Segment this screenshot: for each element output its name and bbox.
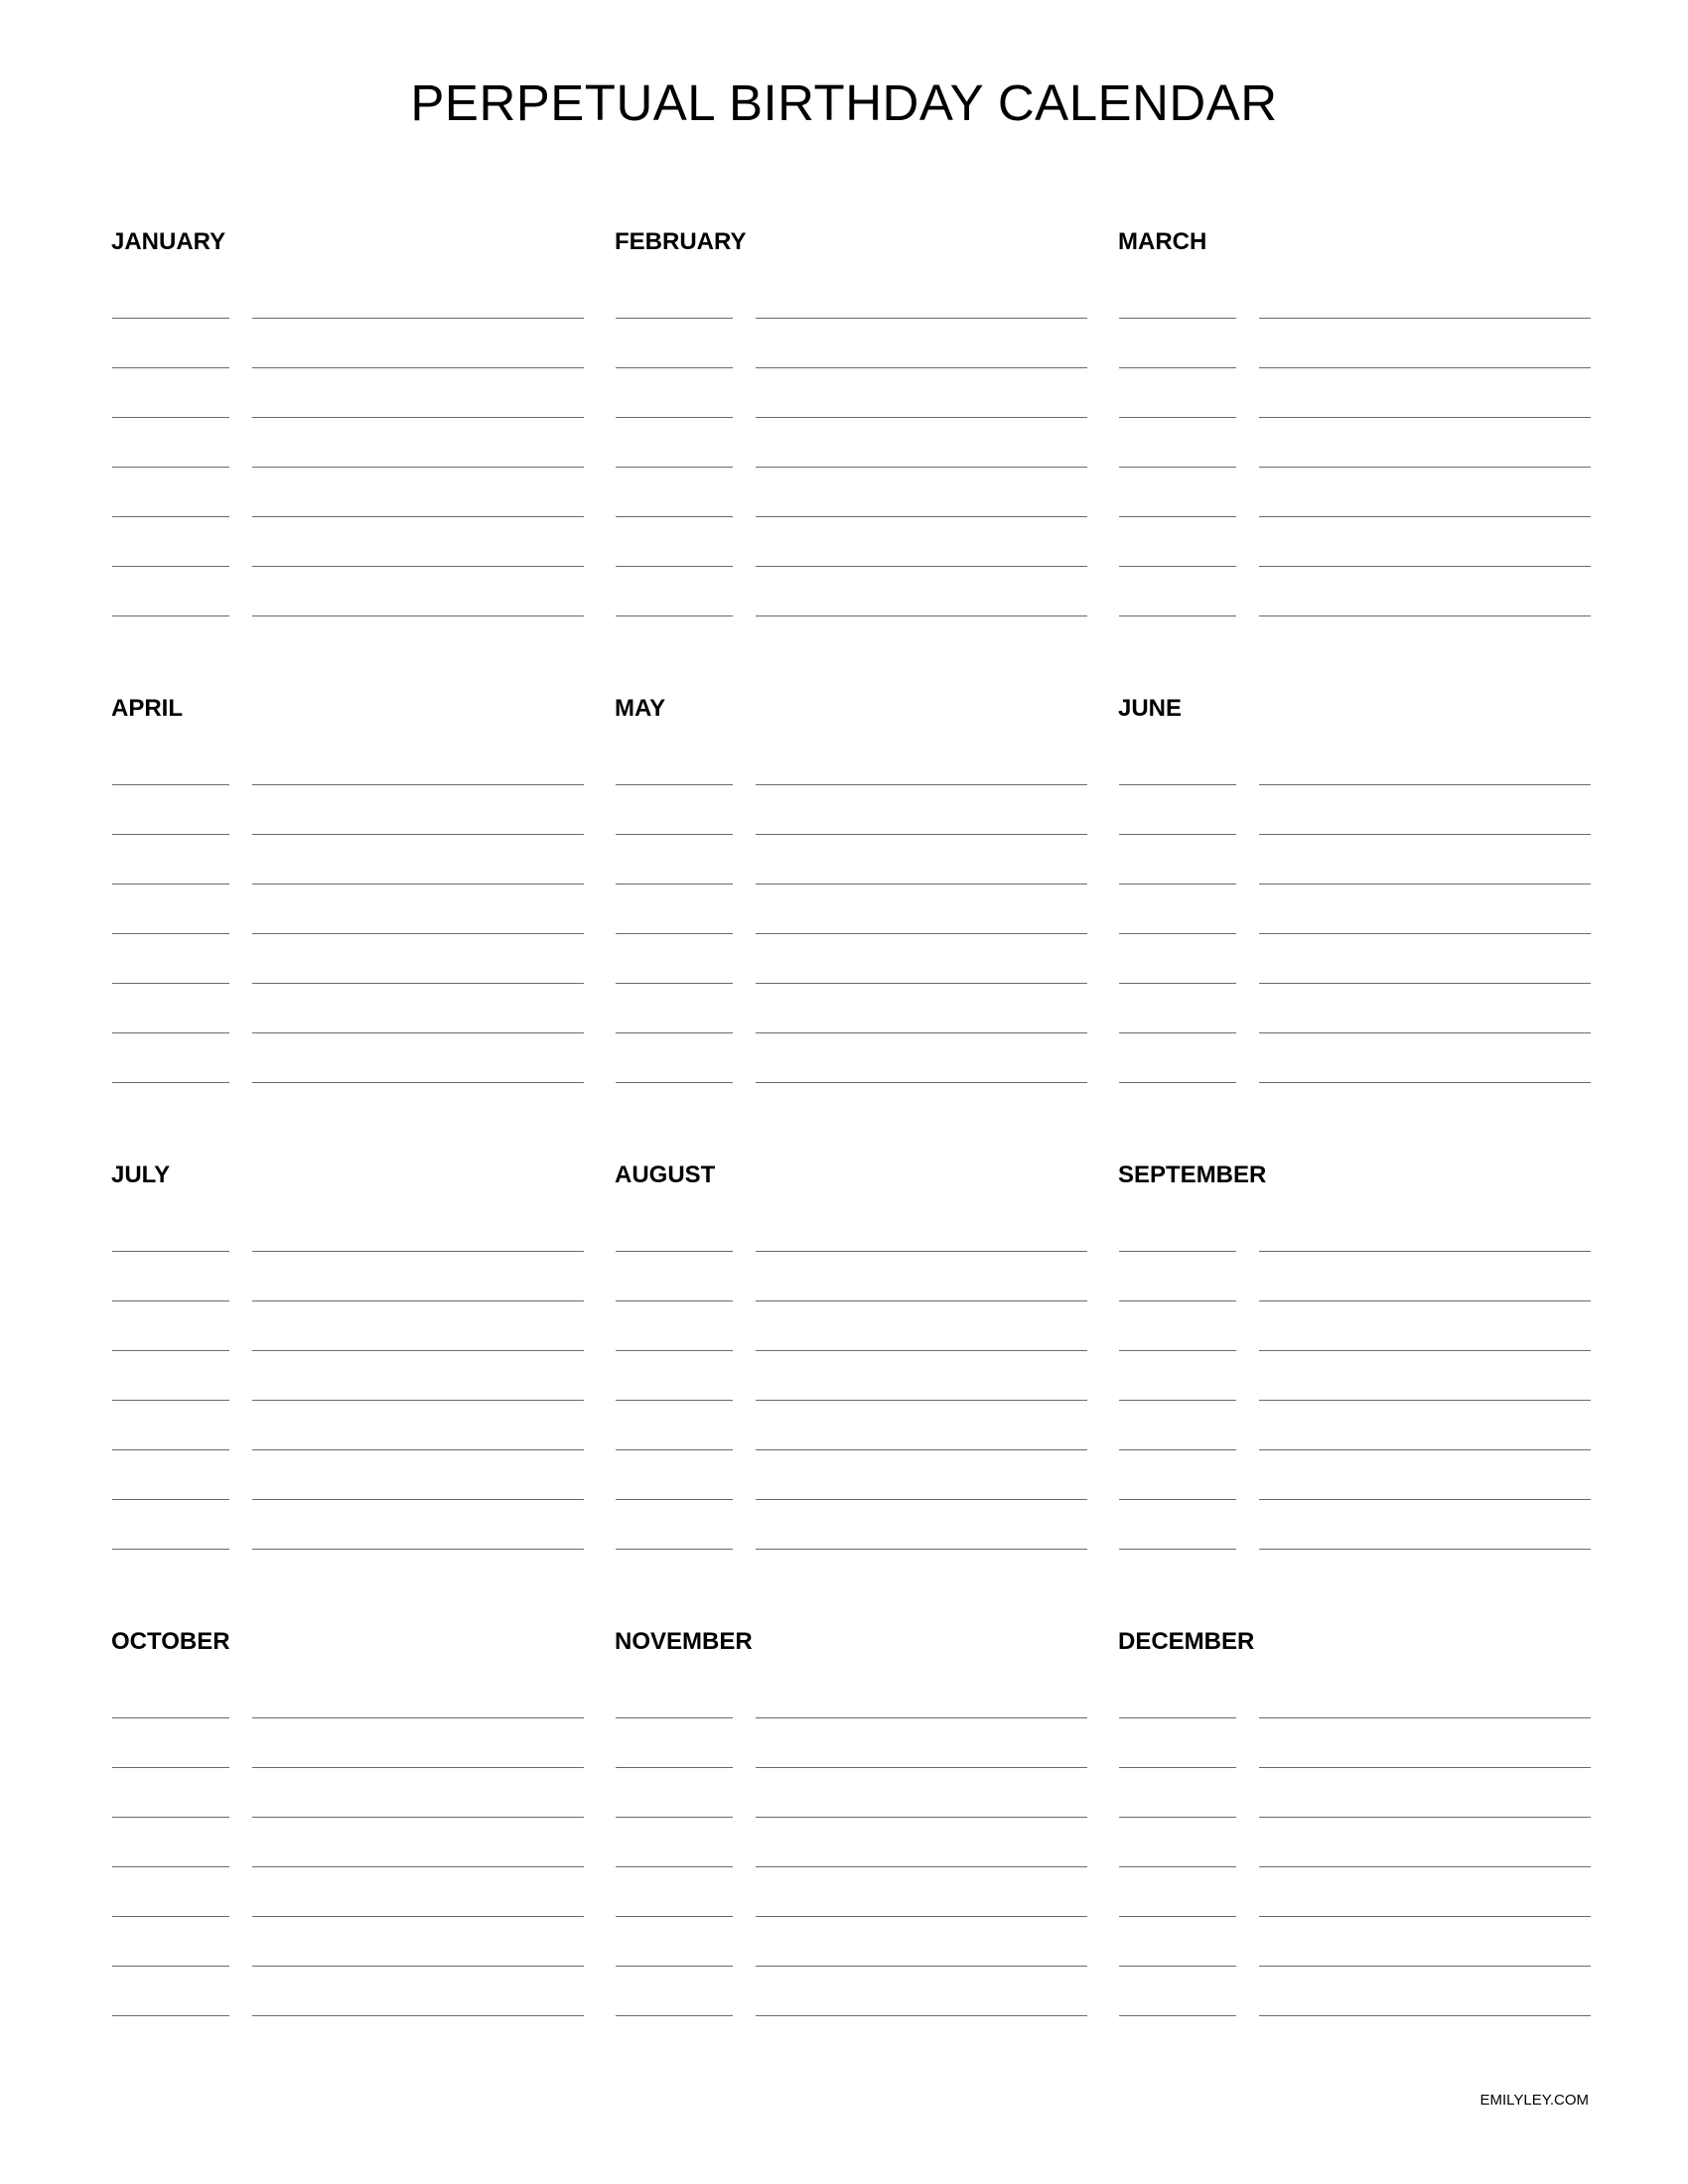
- date-entry-line[interactable]: [112, 1966, 229, 1967]
- date-entry-line[interactable]: [112, 933, 229, 934]
- date-entry-line[interactable]: [1119, 884, 1236, 885]
- month-label: MARCH: [1118, 228, 1207, 255]
- month-block-october: [111, 1630, 588, 2047]
- date-entry-line[interactable]: [1119, 318, 1236, 319]
- name-entry-line[interactable]: [1259, 1499, 1591, 1500]
- name-entry-line[interactable]: [756, 1350, 1087, 1351]
- date-entry-line[interactable]: [616, 983, 733, 984]
- name-entry-line[interactable]: [252, 467, 584, 468]
- date-entry-line[interactable]: [616, 615, 733, 616]
- name-entry-line[interactable]: [1259, 1300, 1591, 1301]
- date-entry-line[interactable]: [616, 1300, 733, 1301]
- date-entry-line[interactable]: [1119, 1767, 1236, 1768]
- name-entry-line[interactable]: [1259, 1400, 1591, 1401]
- date-entry-line[interactable]: [616, 467, 733, 468]
- date-entry-line[interactable]: [616, 1717, 733, 1718]
- name-entry-line[interactable]: [252, 1082, 584, 1083]
- name-entry-line[interactable]: [756, 1251, 1087, 1252]
- month-block-december: [1118, 1630, 1595, 2047]
- name-entry-line[interactable]: [756, 1449, 1087, 1450]
- name-entry-line[interactable]: [756, 834, 1087, 835]
- month-block-july: [111, 1163, 588, 1580]
- date-entry-line[interactable]: [1119, 1499, 1236, 1500]
- date-entry-line[interactable]: [112, 1300, 229, 1301]
- name-entry-line[interactable]: [252, 1966, 584, 1967]
- date-entry-line[interactable]: [112, 615, 229, 616]
- name-entry-line[interactable]: [252, 1400, 584, 1401]
- date-entry-line[interactable]: [616, 1866, 733, 1867]
- date-entry-line[interactable]: [112, 1866, 229, 1867]
- date-entry-line[interactable]: [616, 1350, 733, 1351]
- date-entry-line[interactable]: [112, 1499, 229, 1500]
- name-entry-line[interactable]: [756, 784, 1087, 785]
- name-entry-line[interactable]: [1259, 1251, 1591, 1252]
- date-entry-line[interactable]: [112, 1449, 229, 1450]
- name-entry-line[interactable]: [756, 1916, 1087, 1917]
- name-entry-line[interactable]: [1259, 784, 1591, 785]
- date-entry-line[interactable]: [616, 884, 733, 885]
- date-entry-line[interactable]: [1119, 1251, 1236, 1252]
- date-entry-line[interactable]: [616, 1082, 733, 1083]
- name-entry-line[interactable]: [252, 933, 584, 934]
- name-entry-line[interactable]: [756, 367, 1087, 368]
- date-entry-line[interactable]: [1119, 1717, 1236, 1718]
- name-entry-line[interactable]: [1259, 1449, 1591, 1450]
- name-entry-line[interactable]: [756, 1549, 1087, 1550]
- date-entry-line[interactable]: [616, 1499, 733, 1500]
- name-entry-line[interactable]: [1259, 1817, 1591, 1818]
- month-block-august: [615, 1163, 1091, 1580]
- date-entry-line[interactable]: [1119, 566, 1236, 567]
- name-entry-line[interactable]: [252, 1717, 584, 1718]
- date-entry-line[interactable]: [1119, 367, 1236, 368]
- date-entry-line[interactable]: [112, 1032, 229, 1033]
- date-entry-line[interactable]: [112, 784, 229, 785]
- month-block-june: [1118, 697, 1595, 1114]
- name-entry-line[interactable]: [252, 1350, 584, 1351]
- date-entry-line[interactable]: [1119, 1549, 1236, 1550]
- date-entry-line[interactable]: [112, 1717, 229, 1718]
- date-entry-line[interactable]: [1119, 467, 1236, 468]
- date-entry-line[interactable]: [616, 1817, 733, 1818]
- name-entry-line[interactable]: [1259, 1916, 1591, 1917]
- name-entry-line[interactable]: [252, 1866, 584, 1867]
- name-entry-line[interactable]: [1259, 1350, 1591, 1351]
- name-entry-line[interactable]: [1259, 983, 1591, 984]
- date-entry-line[interactable]: [112, 417, 229, 418]
- name-entry-line[interactable]: [252, 367, 584, 368]
- name-entry-line[interactable]: [1259, 1082, 1591, 1083]
- month-label: MAY: [615, 695, 666, 722]
- name-entry-line[interactable]: [756, 318, 1087, 319]
- name-entry-line[interactable]: [1259, 467, 1591, 468]
- month-block-september: [1118, 1163, 1595, 1580]
- footer-website: EMILYLEY.COM: [1479, 2092, 1589, 2109]
- name-entry-line[interactable]: [756, 1499, 1087, 1500]
- date-entry-line[interactable]: [1119, 516, 1236, 517]
- month-block-february: [615, 230, 1091, 647]
- name-entry-line[interactable]: [252, 784, 584, 785]
- name-entry-line[interactable]: [252, 884, 584, 885]
- name-entry-line[interactable]: [252, 318, 584, 319]
- date-entry-line[interactable]: [1119, 1032, 1236, 1033]
- name-entry-line[interactable]: [756, 1817, 1087, 1818]
- name-entry-line[interactable]: [1259, 1032, 1591, 1033]
- date-entry-line[interactable]: [112, 1767, 229, 1768]
- name-entry-line[interactable]: [756, 467, 1087, 468]
- month-label: DECEMBER: [1118, 1628, 1255, 1655]
- month-label: FEBRUARY: [615, 228, 747, 255]
- date-entry-line[interactable]: [616, 933, 733, 934]
- date-entry-line[interactable]: [112, 983, 229, 984]
- date-entry-line[interactable]: [616, 566, 733, 567]
- date-entry-line[interactable]: [112, 566, 229, 567]
- date-entry-line[interactable]: [1119, 1817, 1236, 1818]
- name-entry-line[interactable]: [1259, 884, 1591, 885]
- name-entry-line[interactable]: [1259, 367, 1591, 368]
- date-entry-line[interactable]: [112, 516, 229, 517]
- date-entry-line[interactable]: [616, 1916, 733, 1917]
- name-entry-line[interactable]: [252, 1916, 584, 1917]
- page-title: PERPETUAL BIRTHDAY CALENDAR: [410, 74, 1278, 131]
- name-entry-line[interactable]: [1259, 1767, 1591, 1768]
- name-entry-line[interactable]: [1259, 566, 1591, 567]
- date-entry-line[interactable]: [1119, 834, 1236, 835]
- date-entry-line[interactable]: [112, 318, 229, 319]
- date-entry-line[interactable]: [112, 1350, 229, 1351]
- date-entry-line[interactable]: [1119, 2015, 1236, 2016]
- name-entry-line[interactable]: [756, 1866, 1087, 1867]
- month-label: NOVEMBER: [615, 1628, 753, 1655]
- name-entry-line[interactable]: [1259, 2015, 1591, 2016]
- month-label: APRIL: [111, 695, 183, 722]
- date-entry-line[interactable]: [1119, 1082, 1236, 1083]
- date-entry-line[interactable]: [616, 417, 733, 418]
- name-entry-line[interactable]: [756, 1966, 1087, 1967]
- date-entry-line[interactable]: [1119, 1449, 1236, 1450]
- date-entry-line[interactable]: [616, 1966, 733, 1967]
- date-entry-line[interactable]: [616, 1549, 733, 1550]
- name-entry-line[interactable]: [1259, 933, 1591, 934]
- name-entry-line[interactable]: [756, 1300, 1087, 1301]
- name-entry-line[interactable]: [756, 516, 1087, 517]
- name-entry-line[interactable]: [756, 884, 1087, 885]
- date-entry-line[interactable]: [616, 1449, 733, 1450]
- date-entry-line[interactable]: [112, 367, 229, 368]
- name-entry-line[interactable]: [252, 516, 584, 517]
- date-entry-line[interactable]: [1119, 784, 1236, 785]
- name-entry-line[interactable]: [1259, 1549, 1591, 1550]
- date-entry-line[interactable]: [112, 2015, 229, 2016]
- name-entry-line[interactable]: [252, 1032, 584, 1033]
- date-entry-line[interactable]: [1119, 1350, 1236, 1351]
- date-entry-line[interactable]: [112, 1082, 229, 1083]
- name-entry-line[interactable]: [252, 1499, 584, 1500]
- name-entry-line[interactable]: [1259, 417, 1591, 418]
- month-block-may: [615, 697, 1091, 1114]
- date-entry-line[interactable]: [112, 467, 229, 468]
- date-entry-line[interactable]: [616, 1251, 733, 1252]
- date-entry-line[interactable]: [1119, 983, 1236, 984]
- date-entry-line[interactable]: [112, 884, 229, 885]
- name-entry-line[interactable]: [756, 2015, 1087, 2016]
- date-entry-line[interactable]: [112, 1916, 229, 1917]
- name-entry-line[interactable]: [252, 1449, 584, 1450]
- date-entry-line[interactable]: [112, 1549, 229, 1550]
- date-entry-line[interactable]: [112, 834, 229, 835]
- month-label: OCTOBER: [111, 1628, 230, 1655]
- name-entry-line[interactable]: [252, 1549, 584, 1550]
- name-entry-line[interactable]: [252, 566, 584, 567]
- date-entry-line[interactable]: [112, 1251, 229, 1252]
- name-entry-line[interactable]: [756, 1082, 1087, 1083]
- date-entry-line[interactable]: [616, 318, 733, 319]
- date-entry-line[interactable]: [616, 1400, 733, 1401]
- month-label: AUGUST: [615, 1161, 716, 1188]
- date-entry-line[interactable]: [616, 784, 733, 785]
- name-entry-line[interactable]: [1259, 318, 1591, 319]
- month-label: JUNE: [1118, 695, 1183, 722]
- date-entry-line[interactable]: [616, 1032, 733, 1033]
- name-entry-line[interactable]: [252, 983, 584, 984]
- name-entry-line[interactable]: [252, 834, 584, 835]
- name-entry-line[interactable]: [252, 1300, 584, 1301]
- name-entry-line[interactable]: [1259, 615, 1591, 616]
- name-entry-line[interactable]: [1259, 1717, 1591, 1718]
- date-entry-line[interactable]: [112, 1817, 229, 1818]
- month-block-april: [111, 697, 588, 1114]
- date-entry-line[interactable]: [1119, 417, 1236, 418]
- date-entry-line[interactable]: [1119, 1916, 1236, 1917]
- date-entry-line[interactable]: [616, 2015, 733, 2016]
- name-entry-line[interactable]: [252, 417, 584, 418]
- date-entry-line[interactable]: [616, 834, 733, 835]
- name-entry-line[interactable]: [756, 983, 1087, 984]
- date-entry-line[interactable]: [1119, 1966, 1236, 1967]
- name-entry-line[interactable]: [1259, 1966, 1591, 1967]
- date-entry-line[interactable]: [616, 367, 733, 368]
- name-entry-line[interactable]: [756, 417, 1087, 418]
- name-entry-line[interactable]: [756, 1717, 1087, 1718]
- name-entry-line[interactable]: [756, 933, 1087, 934]
- name-entry-line[interactable]: [252, 1251, 584, 1252]
- date-entry-line[interactable]: [616, 516, 733, 517]
- month-label: JULY: [111, 1161, 171, 1188]
- name-entry-line[interactable]: [252, 1817, 584, 1818]
- month-block-january: [111, 230, 588, 647]
- name-entry-line[interactable]: [756, 566, 1087, 567]
- date-entry-line[interactable]: [112, 1400, 229, 1401]
- date-entry-line[interactable]: [1119, 1400, 1236, 1401]
- month-block-march: [1118, 230, 1595, 647]
- name-entry-line[interactable]: [252, 615, 584, 616]
- name-entry-line[interactable]: [756, 1400, 1087, 1401]
- month-block-november: [615, 1630, 1091, 2047]
- date-entry-line[interactable]: [1119, 1300, 1236, 1301]
- name-entry-line[interactable]: [756, 1032, 1087, 1033]
- name-entry-line[interactable]: [252, 2015, 584, 2016]
- name-entry-line[interactable]: [756, 615, 1087, 616]
- name-entry-line[interactable]: [1259, 1866, 1591, 1867]
- month-label: SEPTEMBER: [1118, 1161, 1267, 1188]
- name-entry-line[interactable]: [756, 1767, 1087, 1768]
- month-label: JANUARY: [111, 228, 226, 255]
- date-entry-line[interactable]: [616, 1767, 733, 1768]
- name-entry-line[interactable]: [1259, 834, 1591, 835]
- date-entry-line[interactable]: [1119, 615, 1236, 616]
- name-entry-line[interactable]: [252, 1767, 584, 1768]
- name-entry-line[interactable]: [1259, 516, 1591, 517]
- date-entry-line[interactable]: [1119, 933, 1236, 934]
- date-entry-line[interactable]: [1119, 1866, 1236, 1867]
